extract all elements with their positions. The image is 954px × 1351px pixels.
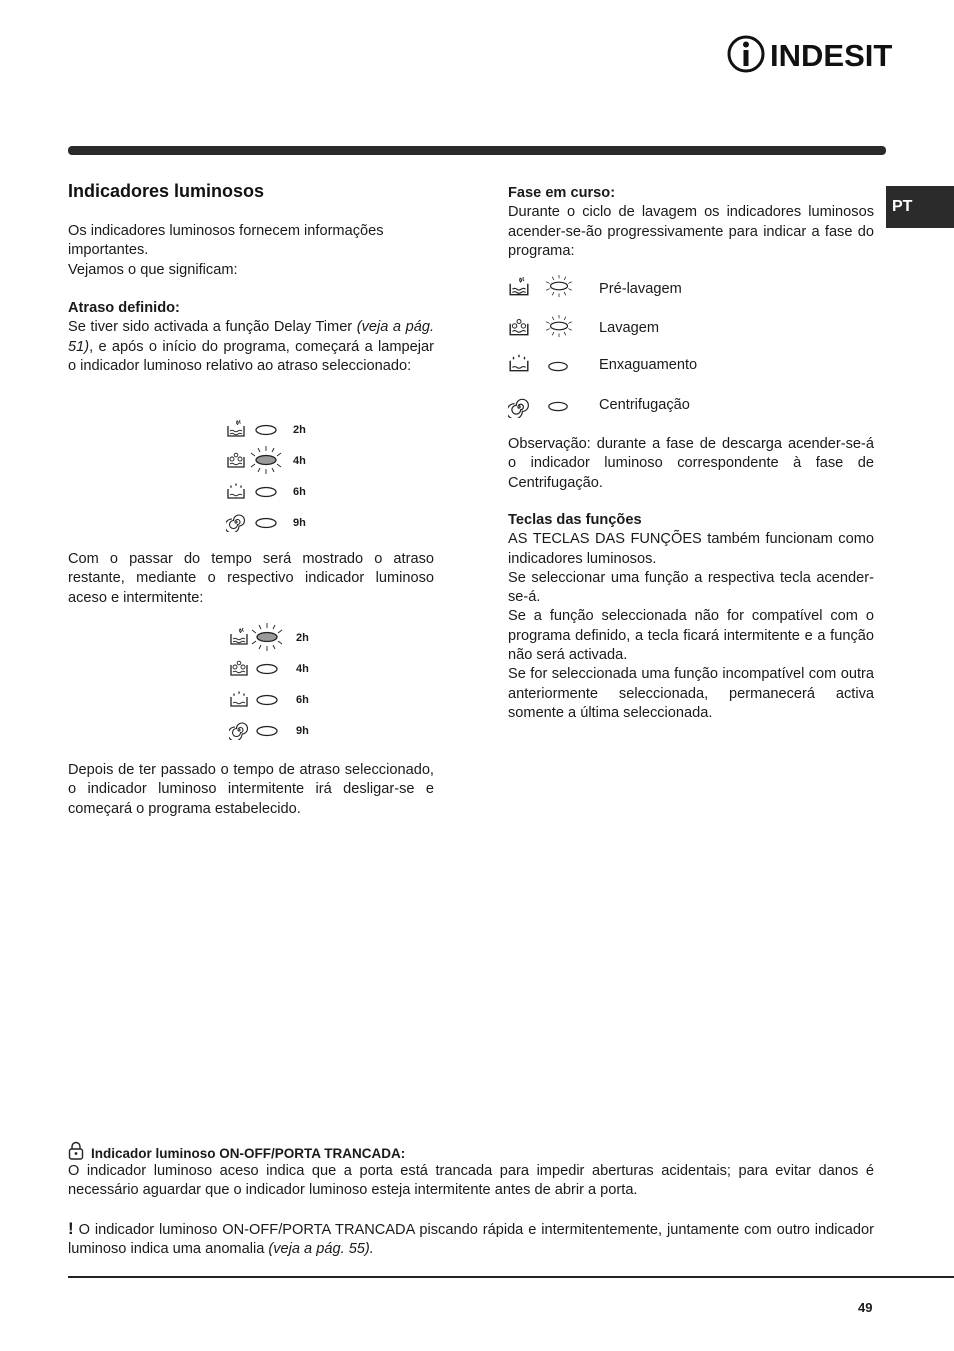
delay1-label-9h: 9h (293, 517, 306, 529)
spin-icon (226, 512, 246, 532)
intro-line-1: Os indicadores luminosos fornecem informações (68, 223, 384, 239)
spin-icon (229, 720, 249, 740)
lock-text: O indicador luminoso aceso indica que a porta está trancada para impedir aberturas acidentais; para evitar danos é necessário aguardar que o indicador luminoso esteja intermitente antes de abrir a porta. (68, 1163, 874, 1199)
phase-row-rinse (508, 354, 874, 380)
language-tab (886, 186, 954, 228)
delay2-label-6h: 6h (296, 694, 309, 706)
rinse-icon (508, 352, 530, 374)
wash-icon (229, 658, 249, 678)
fase-heading: Fase em curso: (508, 185, 616, 201)
atraso-text-b: , e após o início do programa, começará a lampejar o indicador luminoso relativo ao atraso seleccionado: (68, 338, 434, 374)
teclas-text-3: Se a função seleccionada não for compatível com o programa definido, a tecla ficará intermitente e a função não será activada. (508, 608, 874, 664)
atraso-text-a: Se tiver sido activada a função Delay Timer (68, 319, 357, 336)
wash-icon (226, 450, 246, 470)
phase-label-spin: Centrifugação (599, 397, 690, 413)
prewash-icon (229, 627, 249, 647)
prewash-icon (508, 276, 530, 298)
page-number: 49 (858, 1300, 873, 1315)
remaining-delay-text: Com o passar do tempo será mostrado o atraso restante, mediante o respectivo indicador luminoso aceso e intermitente: (68, 551, 434, 606)
delay2-label-9h: 9h (296, 725, 309, 737)
teclas-heading: Teclas das funções (508, 512, 642, 528)
delay1-label-6h: 6h (293, 486, 306, 498)
led-indicator-off (254, 693, 280, 707)
prewash-icon (226, 419, 246, 439)
delay1-label-4h: 4h (293, 455, 306, 467)
remaining-delay-block (68, 550, 434, 608)
spin-icon (508, 396, 530, 418)
atraso-heading: Atraso definido: (68, 300, 180, 316)
atraso-page-ref: (veja a pág. 51) (68, 319, 434, 355)
language-tab-label: PT (892, 198, 913, 215)
phase-row-wash (508, 316, 874, 342)
intro-block (68, 222, 434, 280)
led-indicator-off (254, 662, 280, 676)
delay-diagram-1 (226, 418, 326, 540)
warning-page-ref: (veja a pág. 55). (268, 1241, 374, 1258)
page-title: Indicadores luminosos (68, 181, 265, 201)
lock-heading: Indicador luminoso ON-OFF/PORTA TRANCADA: (91, 1146, 406, 1161)
atraso-text (68, 318, 434, 376)
delay2-label-4h: 4h (296, 663, 309, 675)
header-rule (68, 146, 886, 155)
indesit-logo (726, 34, 893, 74)
warning-mark: ! (68, 1219, 74, 1238)
phase-label-rinse: Enxaguamento (599, 357, 698, 373)
led-indicator-off (546, 400, 570, 413)
phase-label-prewash: Pré-lavagem (599, 281, 682, 297)
rinse-icon (229, 689, 249, 709)
delay1-label-2h: 2h (293, 424, 306, 436)
observacao-block (508, 435, 874, 493)
led-indicator-blinking (542, 273, 576, 299)
led-indicator-blinking (246, 445, 286, 475)
warning-text: O indicador luminoso ON-OFF/PORTA TRANCADA piscando rápida e intermitentemente, juntamente com outro indicador luminoso indica uma anomalia (68, 1222, 874, 1258)
lock-heading-row (68, 1141, 874, 1162)
phase-list (508, 276, 874, 426)
wash-icon (508, 316, 530, 338)
indesit-logo-mark (726, 34, 766, 74)
teclas-block (508, 511, 874, 723)
atraso-block (68, 299, 434, 376)
phase-label-wash: Lavagem (599, 320, 660, 336)
warning-block (68, 1219, 874, 1260)
delay2-label-2h: 2h (296, 632, 309, 644)
program-start-text: Depois de ter passado o tempo de atraso seleccionado, o indicador luminoso intermitente irá desligar-se e começará o programa estabelecido. (68, 762, 434, 817)
left-column-title-block (68, 182, 434, 201)
rinse-icon (226, 481, 246, 501)
intro-line-3: Vejamos o que significam: (68, 261, 238, 278)
lock-icon (68, 1141, 84, 1160)
teclas-text-1: AS TECLAS DAS FUNÇÕES também funcionam como indicadores luminosos. (508, 531, 874, 567)
fase-text: Durante o ciclo de lavagem os indicadores luminosos acender-se-ão progressivamente para indicar a fase do programa: (508, 204, 874, 259)
phase-row-spin (508, 394, 874, 420)
led-indicator-blinking (247, 622, 287, 652)
led-indicator-blinking (542, 313, 576, 339)
teclas-text-2: Se seleccionar uma função a respectiva tecla acender-se-á. (508, 569, 874, 606)
led-indicator-off (254, 724, 280, 738)
fase-block (508, 184, 874, 261)
led-indicator-off (253, 485, 279, 499)
observacao-text: Observação: durante a fase de descarga acender-se-á o indicador luminoso correspondente à fase de Centrifugação. (508, 436, 874, 491)
teclas-text-4: Se for seleccionada uma função incompatível com outra anteriormente seleccionada, permanecerá activa somente a última seleccionada. (508, 666, 874, 721)
program-start-block (68, 761, 434, 819)
delay-diagram-2 (229, 626, 329, 748)
intro-line-2: importantes. (68, 242, 149, 259)
phase-row-prewash (508, 276, 874, 302)
led-indicator-off (253, 516, 279, 530)
lock-indicator-block (68, 1141, 874, 1201)
brand-name: INDESIT (770, 38, 893, 73)
warning-text-paragraph (68, 1219, 874, 1260)
led-indicator-off (253, 423, 279, 437)
footer-rule (68, 1276, 954, 1278)
led-indicator-off (546, 360, 570, 373)
